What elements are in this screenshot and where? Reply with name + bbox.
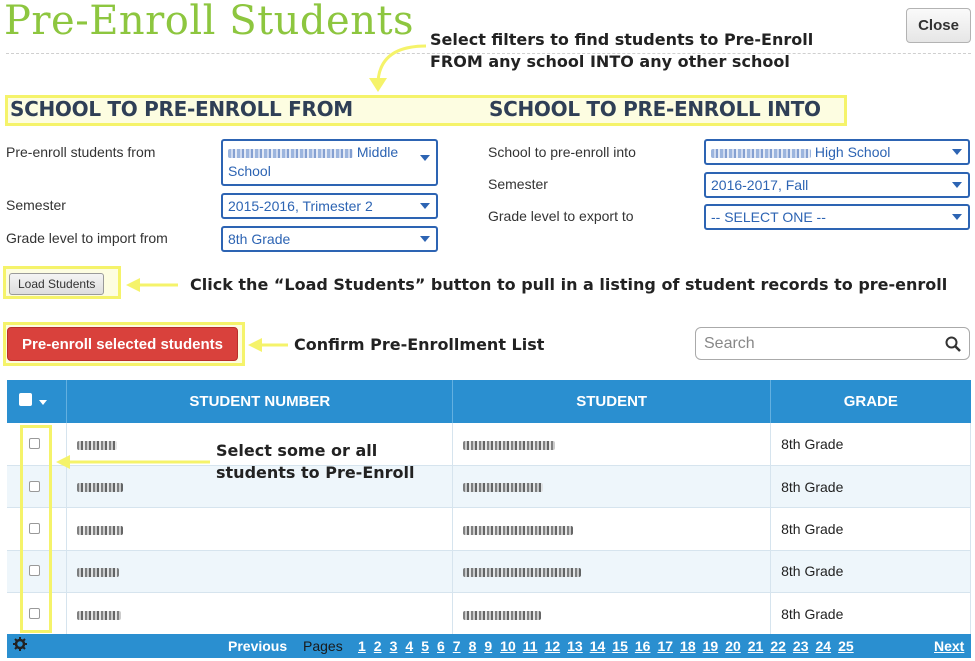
from-school-value-a: Middle <box>356 144 399 160</box>
from-semester-label: Semester <box>6 197 66 213</box>
into-grade-label: Grade level to export to <box>488 208 634 224</box>
chevron-down-icon[interactable] <box>39 400 47 405</box>
annotation-arrow-icon <box>246 335 290 355</box>
page-link-19[interactable]: 19 <box>702 638 719 654</box>
page-link-14[interactable]: 14 <box>589 638 606 654</box>
close-button[interactable]: Close <box>906 8 971 43</box>
into-semester-value: 2016-2017, Fall <box>711 177 809 193</box>
page-link-9[interactable]: 9 <box>484 638 493 654</box>
annotation-arrow-icon <box>360 40 430 95</box>
annotation-filters-line1: Select filters to find students to Pre-Enroll <box>430 30 814 49</box>
table-row <box>7 593 971 635</box>
redacted-student-number <box>77 611 121 620</box>
annotation-select <box>216 440 415 484</box>
redacted-student-number <box>77 568 119 577</box>
redacted-student-number <box>77 483 123 492</box>
annotation-arrow-icon <box>124 275 180 295</box>
search-input[interactable] <box>695 327 970 360</box>
redacted-school-name <box>228 149 353 158</box>
into-school-value: High School <box>814 144 891 160</box>
page-link-4[interactable]: 4 <box>405 638 414 654</box>
annotation-filters-line2: FROM any school INTO any other school <box>430 52 790 71</box>
chevron-down-icon <box>420 236 430 242</box>
page-link-11[interactable]: 11 <box>522 638 538 654</box>
annotation-load: Click the “Load Students” button to pull in a listing of student records to pre-enroll <box>190 275 948 294</box>
page-link-6[interactable]: 6 <box>436 638 445 654</box>
table-row <box>7 508 971 550</box>
column-header-student-number[interactable]: STUDENT NUMBER <box>67 380 453 423</box>
from-school-label: Pre-enroll students from <box>6 144 156 160</box>
into-grade-select[interactable] <box>704 204 970 230</box>
search-icon[interactable] <box>945 336 961 352</box>
grade-cell: 8th Grade <box>771 593 971 635</box>
chevron-down-icon <box>420 155 430 161</box>
from-grade-label: Grade level to import from <box>6 230 168 246</box>
search-placeholder: Search <box>704 334 755 352</box>
into-section-heading: SCHOOL TO PRE-ENROLL INTO <box>489 97 821 121</box>
chevron-down-icon <box>952 149 962 155</box>
page-link-1[interactable]: 1 <box>358 638 366 654</box>
next-page-link[interactable]: Next <box>934 638 965 654</box>
load-students-button[interactable]: Load Students <box>9 273 104 295</box>
student-number-cell <box>67 593 453 635</box>
page-number-list <box>358 638 861 654</box>
pagination-bar <box>7 634 971 658</box>
select-all-checkbox[interactable] <box>19 393 32 406</box>
into-semester-label: Semester <box>488 176 548 192</box>
annotation-confirm: Confirm Pre-Enrollment List <box>294 335 545 354</box>
grade-cell: 8th Grade <box>771 508 971 550</box>
page-link-16[interactable]: 16 <box>634 638 651 654</box>
redacted-student-number <box>77 441 117 450</box>
page-link-20[interactable]: 20 <box>725 638 741 654</box>
annotation-arrow-icon <box>54 452 214 472</box>
table-row <box>7 550 971 592</box>
chevron-down-icon <box>952 214 962 220</box>
into-semester-select[interactable] <box>704 172 970 198</box>
pages-label: Pages <box>303 638 343 654</box>
annotation-select-line1: Select some or all <box>216 441 378 460</box>
redacted-student-number <box>77 526 123 535</box>
page-link-10[interactable]: 10 <box>500 638 516 654</box>
student-name-cell <box>453 423 771 465</box>
select-all-header[interactable] <box>7 380 67 423</box>
page-link-23[interactable]: 23 <box>792 638 809 654</box>
from-school-select[interactable] <box>221 139 438 186</box>
page-link-15[interactable]: 15 <box>612 638 628 654</box>
page-link-17[interactable]: 17 <box>657 638 674 654</box>
from-grade-select[interactable] <box>221 226 438 252</box>
student-name-cell <box>453 593 771 635</box>
annotation-filters <box>430 29 813 73</box>
page-link-13[interactable]: 13 <box>567 638 583 654</box>
into-school-select[interactable] <box>704 139 970 165</box>
students-table <box>7 380 971 635</box>
page-link-8[interactable]: 8 <box>468 638 477 654</box>
page-link-3[interactable]: 3 <box>389 638 398 654</box>
from-school-value-b: School <box>228 163 271 179</box>
from-semester-select[interactable] <box>221 193 438 219</box>
student-name-cell <box>453 465 771 507</box>
column-header-grade[interactable]: GRADE <box>771 380 971 423</box>
student-name-cell <box>453 508 771 550</box>
table-header-row <box>7 380 971 423</box>
grade-cell: 8th Grade <box>771 423 971 465</box>
page-link-5[interactable]: 5 <box>421 638 429 654</box>
previous-page-link[interactable]: Previous <box>228 638 288 654</box>
page-link-12[interactable]: 12 <box>544 638 561 654</box>
grade-cell: 8th Grade <box>771 465 971 507</box>
checkbox-column-highlight <box>20 425 52 633</box>
chevron-down-icon <box>952 182 962 188</box>
column-header-student[interactable]: STUDENT <box>453 380 771 423</box>
page-link-22[interactable]: 22 <box>770 638 786 654</box>
redacted-student-name <box>463 611 541 620</box>
redacted-student-name <box>463 441 555 450</box>
from-grade-value: 8th Grade <box>228 231 291 247</box>
page-link-21[interactable]: 21 <box>747 638 764 654</box>
redacted-student-name <box>463 568 581 577</box>
grade-cell: 8th Grade <box>771 550 971 592</box>
redacted-student-name <box>463 526 573 535</box>
page-link-18[interactable]: 18 <box>680 638 696 654</box>
student-number-cell <box>67 550 453 592</box>
redacted-student-name <box>463 483 543 492</box>
redacted-school-name <box>711 149 811 158</box>
page-link-2[interactable]: 2 <box>373 638 382 654</box>
annotation-select-line2: students to Pre-Enroll <box>216 463 415 482</box>
pre-enroll-selected-button[interactable]: Pre-enroll selected students <box>7 327 238 361</box>
from-section-heading: SCHOOL TO PRE-ENROLL FROM <box>10 97 353 121</box>
from-semester-value: 2015-2016, Trimester 2 <box>228 198 373 214</box>
page-link-24[interactable]: 24 <box>815 638 832 654</box>
chevron-down-icon <box>420 203 430 209</box>
into-school-label: School to pre-enroll into <box>488 144 636 160</box>
student-name-cell <box>453 550 771 592</box>
page-title: Pre-Enroll Students <box>4 0 415 44</box>
page-link-7[interactable]: 7 <box>452 638 461 654</box>
into-grade-value: -- SELECT ONE -- <box>711 209 826 225</box>
gear-icon[interactable] <box>13 637 27 654</box>
student-number-cell <box>67 508 453 550</box>
page-link-25[interactable]: 25 <box>838 638 854 654</box>
